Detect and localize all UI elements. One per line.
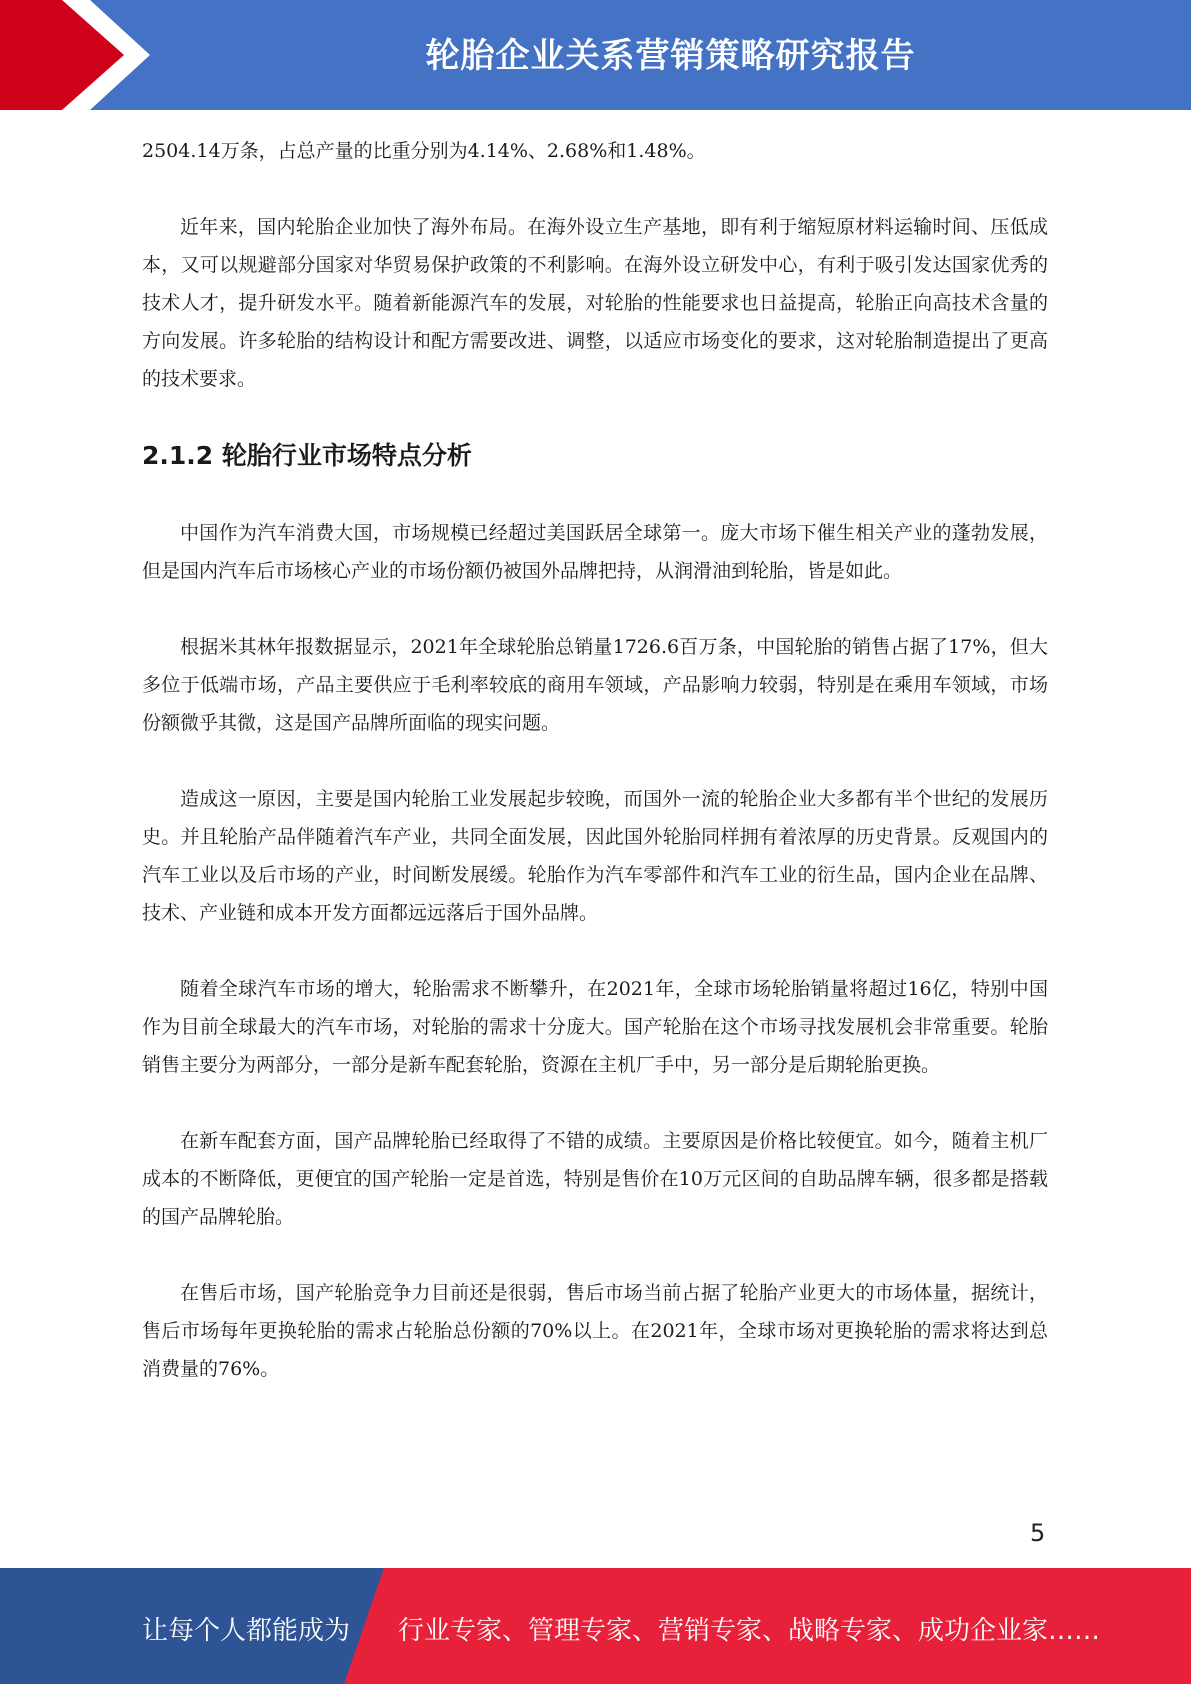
section-heading: 2.1.2 轮胎行业市场特点分析 — [142, 441, 472, 470]
footer-banner — [0, 1568, 1191, 1684]
paragraph: 根据米其林年报数据显示，2021年全球轮胎总销量1726.6百万条，中国轮胎的销售占据了17%，但大多位于低端市场，产品主要供应于毛利率较底的商用车领域，产品影响力较弱，特别是在乘用车领域，市场份额微乎其微，这是国产品牌所面临的现实问题。 — [142, 636, 1048, 734]
document-body — [142, 132, 1048, 1426]
paragraph: 近年来，国内轮胎企业加快了海外布局。在海外设立生产基地，即有利于缩短原材料运输时间、压低成本，又可以规避部分国家对华贸易保护政策的不利影响。在海外设立研发中心，有利于吸引发达国家优秀的技术人才，提升研发水平。随着新能源汽车的发展，对轮胎的性能要求也日益提高，轮胎正向高技术含量的方向发展。许多轮胎的结构设计和配方需要改进、调整，以适应市场变化的要求，这对轮胎制造提出了更高的技术要求。 — [142, 216, 1048, 390]
page-number: 5 — [1030, 1519, 1046, 1547]
footer-slogan-left: 让每个人都能成为 — [142, 1616, 351, 1646]
paragraph: 2504.14万条，占总产量的比重分别为4.14%、2.68%和1.48%。 — [142, 140, 706, 162]
paragraph: 中国作为汽车消费大国，市场规模已经超过美国跃居全球第一。庞大市场下催生相关产业的蓬勃发展，但是国内汽车后市场核心产业的市场份额仍被国外品牌把持，从润滑油到轮胎，皆是如此。 — [142, 522, 1048, 582]
paragraph: 造成这一原因，主要是国内轮胎工业发展起步较晚，而国外一流的轮胎企业大多都有半个世纪的发展历史。并且轮胎产品伴随着汽车产业，共同全面发展，因此国外轮胎同样拥有着浓厚的历史背景。反观国内的汽车工业以及后市场的产业，时间断发展缓。轮胎作为汽车零部件和汽车工业的衍生品，国内企业在品牌、技术、产业链和成本开发方面都远远落后于国外品牌。 — [142, 788, 1048, 924]
footer-slogan-right: 行业专家、管理专家、营销专家、战略专家、成功企业家…… — [398, 1616, 1101, 1646]
header-title: 轮胎企业关系营销策略研究报告 — [425, 36, 916, 76]
paragraph: 在新车配套方面，国产品牌轮胎已经取得了不错的成绩。主要原因是价格比较便宜。如今，随着主机厂成本的不断降低，更便宜的国产轮胎一定是首选，特别是售价在10万元区间的自助品牌车辆，很多都是搭载的国产品牌轮胎。 — [142, 1130, 1048, 1228]
paragraph: 在售后市场，国产轮胎竞争力目前还是很弱，售后市场当前占据了轮胎产业更大的市场体量，据统计，售后市场每年更换轮胎的需求占轮胎总份额的70%以上。在2021年，全球市场对更换轮胎的需求将达到总消费量的76%。 — [142, 1282, 1048, 1380]
paragraph: 随着全球汽车市场的增大，轮胎需求不断攀升，在2021年，全球市场轮胎销量将超过16亿，特别中国作为目前全球最大的汽车市场，对轮胎的需求十分庞大。国产轮胎在这个市场寻找发展机会非常重要。轮胎销售主要分为两部分，一部分是新车配套轮胎，资源在主机厂手中，另一部分是后期轮胎更换。 — [142, 978, 1048, 1076]
header-banner — [0, 0, 1191, 110]
